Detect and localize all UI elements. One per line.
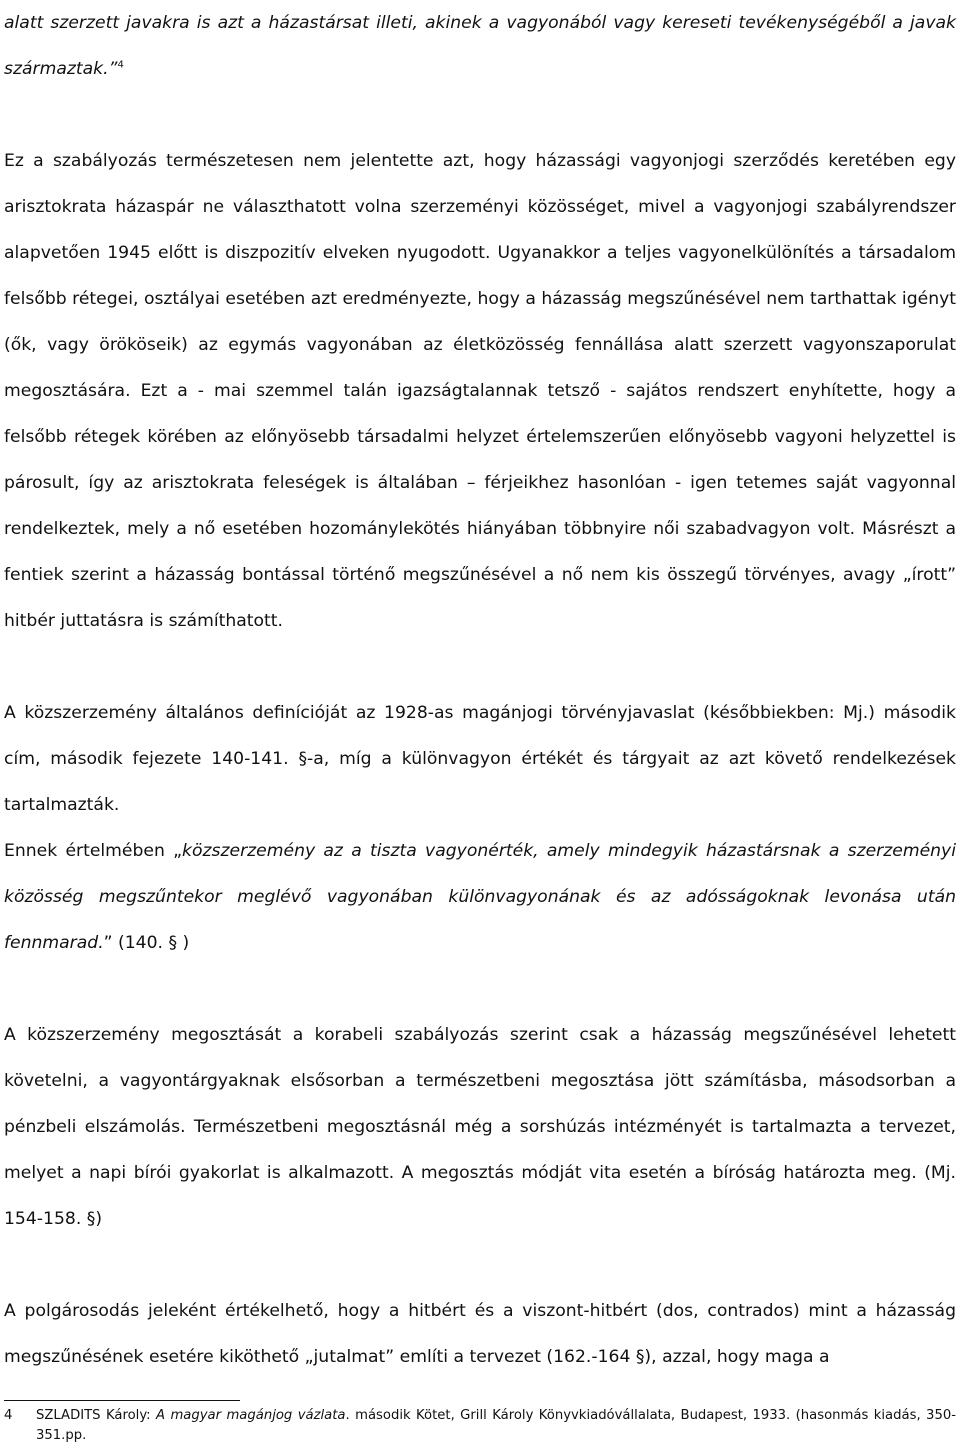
paragraph-gap <box>4 92 956 138</box>
footnote-reference[interactable]: 4 <box>117 59 124 71</box>
footnote-separator <box>4 1400 240 1401</box>
footnote-title: A magyar magánjog vázlata <box>156 1408 346 1423</box>
paragraph-gap <box>4 1242 956 1288</box>
document-page <box>4 0 956 1380</box>
paragraph-gap <box>4 644 956 690</box>
footnote-text <box>36 1406 956 1446</box>
footnote-number: 4 <box>4 1408 13 1423</box>
footnote-publication: . második Kötet, Grill Károly Könyvkiadóvállalata, Budapest, 1933. (hasonmás kiadás, 350-351.pp. <box>36 1408 956 1443</box>
quote-lead: Ennek értelmében „ <box>4 841 183 861</box>
quote-italic: közszerzemény az a tiszta vagyonérték, amely mindegyik házastársnak a szerzeményi közösség megszűntekor meglévő vagyonában különvagyonának és az adósságoknak levonása után fennmarad. <box>4 841 956 953</box>
footnote-author: SZLADITS Károly: <box>36 1408 157 1423</box>
paragraph-definition: A közszerzemény általános definícióját az 1928-as magánjogi törvényjavaslat (későbbiekben: Mj.) második cím, második fejezete 140-141. §-a, míg a különvagyon értékét és tárgyait az azt követő rendelkezések tartalmazták. <box>4 703 956 815</box>
paragraph-quote-end <box>4 0 956 92</box>
quote-tail: ” (140. § ) <box>103 933 190 953</box>
paragraph-regulation: Ez a szabályozás természetesen nem jelentette azt, hogy házassági vagyonjogi szerződés keretében egy arisztokrata házaspár ne választhatott volna szerzeményi közösséget, mivel a vagyonjogi szabályrendszer alapvetően 1945 előtt is diszpozitív elveken nyugodott. Ugyanakkor a teljes vagyonelkülönítés a társadalom felsőbb rétegei, osztályai esetében azt eredményezte, hogy a házasság megszűnésével nem tarthattak igényt (ők, vagy örököseik) az egymás vagyonában az életközösség fennállása alatt szerzett vagyonszaporulat megosztására. Ezt a - mai szemmel talán igazságtalannak tetsző - sajátos rendszert enyhítette, hogy a felsőbb rétegek körében az előnyösebb társadalmi helyzet értelemszerűen előnyösebb vagyoni helyzettel is párosult, így az arisztokrata feleségek is általában – férjeikhez hasonlóan - igen tetemes saját vagyonnal rendelkeztek, mely a nő esetében hozománylekötés hiányában többnyire női szabadvagyon volt. Másrészt a fentiek szerint a házasság bontással történő megszűnésével a nő nem kis összegű törvényes, avagy „írott” hitbér juttatásra is számíthatott. <box>4 151 956 631</box>
paragraph-quote-definition <box>4 828 956 966</box>
paragraph-dowry: A polgárosodás jeleként értékelhető, hogy a hitbért és a viszont-hitbért (dos, contrados) mint a házasság megszűnésének esetére kiköthető „jutalmat” említi a tervezet (162.-164 §), azzal, hogy maga a <box>4 1301 956 1367</box>
footnote <box>4 1406 956 1446</box>
paragraph-gap <box>4 966 956 1012</box>
paragraph-division: A közszerzemény megosztását a korabeli szabályozás szerint csak a házasság megszűnésével lehetett követelni, a vagyontárgyaknak elsősorban a természetbeni megosztása jött számításba, másodsorban a pénzbeli elszámolás. Természetbeni megosztásnál még a sorshúzás intézményét is tartalmazta a tervezet, melyet a napi bírói gyakorlat is alkalmazott. A megosztás módját vita esetén a bíróság határozta meg. (Mj. 154-158. §) <box>4 1025 956 1229</box>
quote-text: alatt szerzett javakra is azt a házastársat illeti, akinek a vagyonából vagy kereseti tevékenységéből a javak származtak.” <box>4 13 956 79</box>
